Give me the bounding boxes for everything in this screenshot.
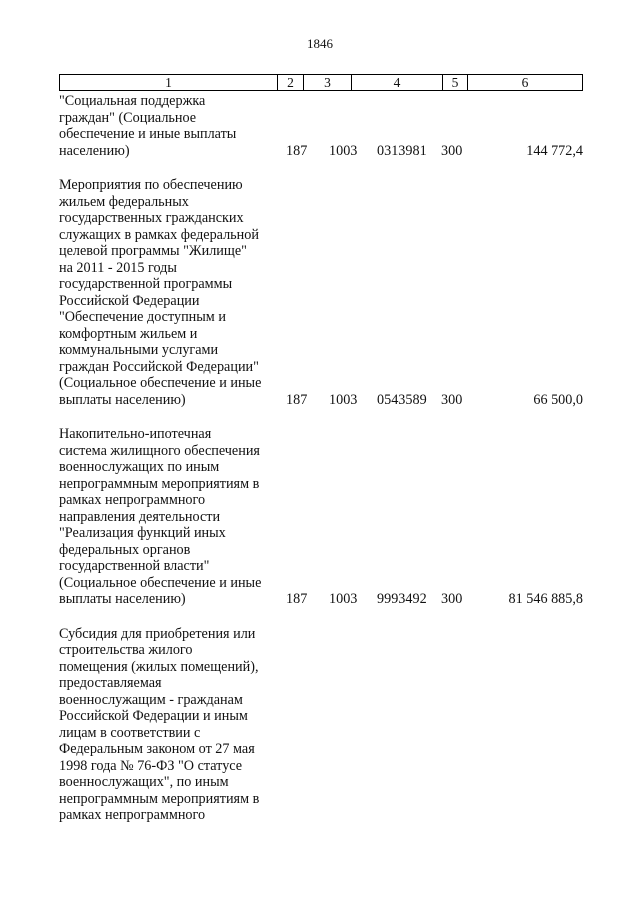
row-section: 187 [286,142,308,159]
row-name-line: Накопительно-ипотечная [59,426,212,442]
row-section: 187 [286,591,308,607]
row-name-line: государственной власти" [59,558,210,574]
row-name-line: Федеральным законом от 27 мая [59,741,255,757]
row-expense-type: 300 [441,591,463,607]
row-name [59,626,277,824]
row-name-line: предоставляемая [59,675,162,691]
row-name-line: населению) [59,142,130,159]
row-name-line: военнослужащих по иным [59,459,220,475]
table-row [59,426,583,608]
row-name-line: федеральных органов [59,541,191,558]
row-name-line: рамках непрограммного [59,492,206,508]
row-name-line: государственной программы [59,276,233,292]
row-amount: 144 772,4 [526,142,583,159]
row-name-line: система жилищного обеспечения [59,442,260,459]
row-name [59,426,277,608]
row-name-line: 1998 года № 76-ФЗ "О статусе [59,757,243,774]
row-target-article: 0543589 [377,391,427,408]
row-name-line: (Социальное обеспечение и иные [59,574,262,591]
header-col-name: 1 [60,75,278,90]
row-amount: 66 500,0 [533,391,583,408]
row-name-line: (Социальное обеспечение и иные [59,375,262,391]
row-name-line: непрограммным мероприятиям в [59,475,260,492]
row-target-article: 9993492 [377,591,427,607]
row-section: 187 [286,391,308,408]
table-row [59,626,583,824]
table-row [59,93,583,159]
row-name-line: Российской Федерации и иным [59,708,248,724]
row-name-line: "Социальная поддержка [59,93,206,109]
row-name-line: рамках непрограммного [59,807,206,823]
row-subsection: 1003 [329,142,358,159]
row-name-line: целевой программы "Жилище" [59,243,247,259]
row-name-line: граждан Российской Федерации" [59,358,259,375]
row-name-line: строительства жилого [59,642,193,658]
row-name-line: "Реализация функций иных [59,525,226,541]
row-name-line: помещения (жилых помещений), [59,658,259,675]
header-col-target-article: 4 [352,75,443,90]
row-name-line: Российской Федерации [59,292,200,309]
table-row [59,177,583,408]
row-name-line: служащих в рамках федеральной [59,226,259,243]
row-name-line: государственных гражданских [59,210,244,226]
row-name [59,177,277,408]
page-number: 1846 [307,36,333,51]
row-target-article: 0313981 [377,142,427,159]
table-header [59,74,583,91]
row-name-line: направления деятельности [59,508,221,525]
header-col-subsection: 3 [304,75,352,90]
row-expense-type: 300 [441,391,463,408]
row-subsection: 1003 [329,391,358,408]
row-amount: 81 546 885,8 [508,591,583,607]
row-expense-type: 300 [441,142,463,159]
row-name-line: "Обеспечение доступным и [59,309,226,325]
row-name-line: военнослужащим - гражданам [59,691,243,708]
header-col-expense-type: 5 [443,75,468,90]
row-name-line: комфортным жильем и [59,325,198,342]
row-name-line: на 2011 - 2015 годы [59,259,177,276]
row-name-line: граждан" (Социальное [59,109,197,126]
row-name-line: непрограммным мероприятиям в [59,790,260,807]
row-values [59,391,583,408]
row-name-line: военнослужащих", по иным [59,774,229,790]
row-name-line: коммунальными услугами [59,342,219,358]
row-values [59,591,583,608]
row-name-line: выплаты населению) [59,591,186,607]
header-col-amount: 6 [521,75,529,90]
row-subsection: 1003 [329,591,358,607]
row-name-line: Субсидия для приобретения или [59,625,256,642]
table-body [59,93,583,842]
row-name-line: обеспечение и иные выплаты [59,126,237,142]
row-name-line: выплаты населению) [59,391,186,408]
row-name-line: жильем федеральных [59,193,189,210]
header-col-section: 2 [278,75,304,90]
row-name-line: лицам в соответствии с [59,724,201,741]
row-values [59,142,583,159]
row-name-line: Мероприятия по обеспечению [59,177,243,193]
